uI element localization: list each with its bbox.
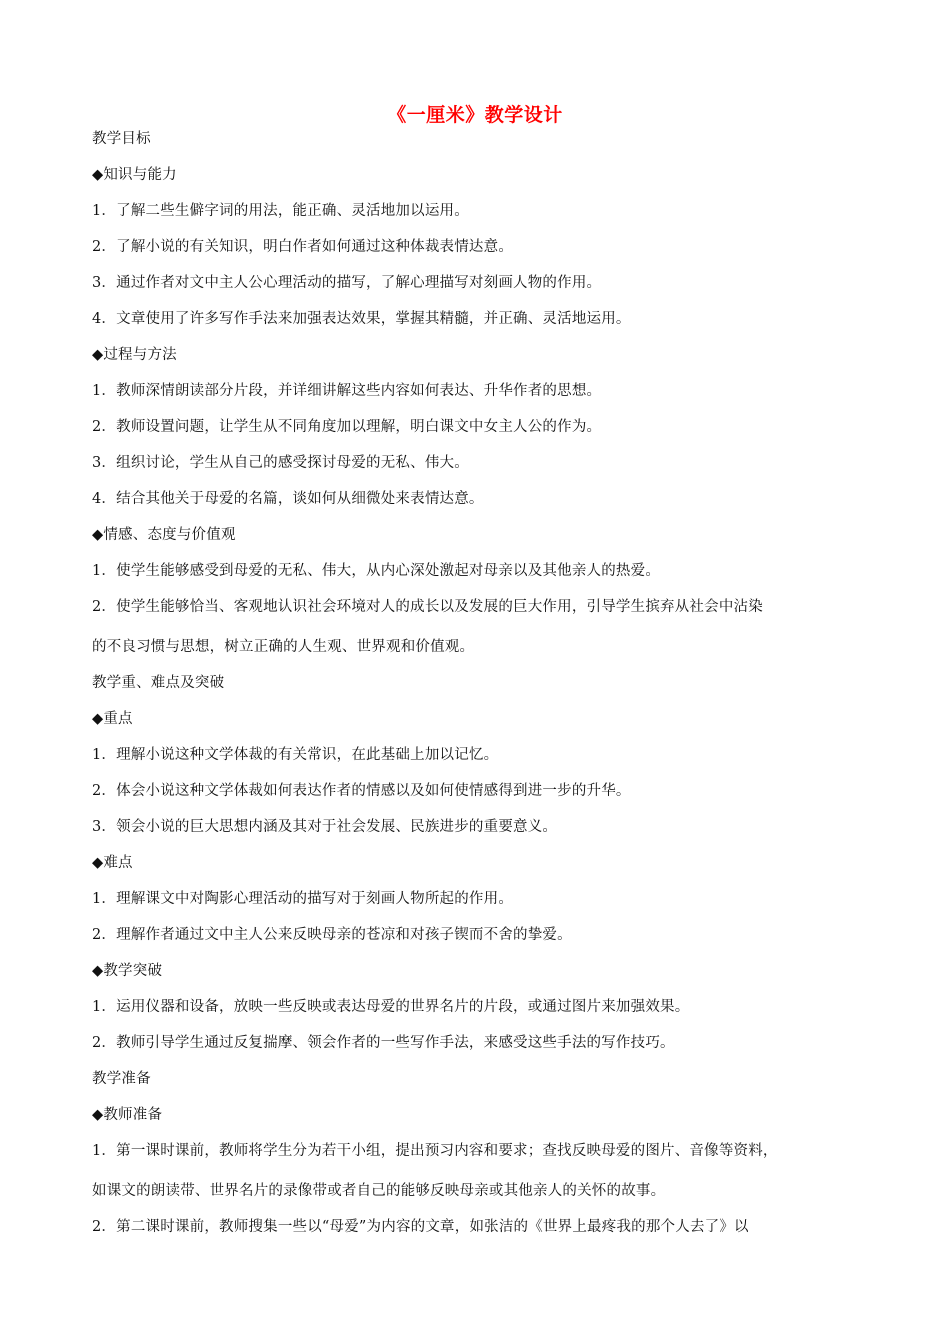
subsection-heading: ◆知识与能力 (92, 167, 177, 183)
list-item: 2．了解小说的有关知识，明白作者如何通过这种体裁表情达意。 (92, 239, 514, 255)
list-item: 1．理解课文中对陶影心理活动的描写对于刻画人物所起的作用。 (92, 891, 514, 907)
list-item: 2．体会小说这种文学体裁如何表达作者的情感以及如何使情感得到进一步的升华。 (92, 783, 631, 799)
subsection-heading: ◆情感、态度与价值观 (92, 527, 236, 543)
subsection-heading: ◆教师准备 (92, 1107, 163, 1123)
list-item-continuation: 的不良习惯与思想，树立正确的人生观、世界观和价值观。 (92, 639, 475, 655)
list-item: 1．第一课时课前，教师将学生分为若干小组，提出预习内容和要求；查找反映母爱的图片、音像等资料， (92, 1143, 778, 1159)
list-item: 3．领会小说的巨大思想内涵及其对于社会发展、民族进步的重要意义。 (92, 819, 558, 835)
list-item: 3．通过作者对文中主人公心理活动的描写，了解心理描写对刻画人物的作用。 (92, 275, 602, 291)
subsection-heading: ◆过程与方法 (92, 347, 177, 363)
list-item: 2．使学生能够恰当、客观地认识社会环境对人的成长以及发展的巨大作用，引导学生摈弃从社会中沾染 (92, 599, 763, 615)
list-item: 2．理解作者通过文中主人公来反映母亲的苍凉和对孩子锲而不舍的挚爱。 (92, 927, 572, 943)
subsection-heading: ◆重点 (92, 711, 133, 727)
section-heading: 教学重、难点及突破 (92, 675, 225, 691)
subsection-heading: ◆教学突破 (92, 963, 163, 979)
section-heading: 教学准备 (92, 1071, 151, 1087)
list-item: 1．了解二些生僻字词的用法，能正确、灵活地加以运用。 (92, 203, 469, 219)
list-item: 1．教师深情朗读部分片段，并详细讲解这些内容如何表达、升华作者的思想。 (92, 383, 602, 399)
list-item: 4．文章使用了许多写作手法来加强表达效果，掌握其精髓，并正确、灵活地运用。 (92, 311, 631, 327)
list-item: 1．运用仪器和设备，放映一些反映或表达母爱的世界名片的片段，或通过图片来加强效果。 (92, 999, 690, 1015)
list-item: 1．理解小说这种文学体裁的有关常识，在此基础上加以记忆。 (92, 747, 499, 763)
list-item: 2．第二课时课前，教师搜集一些以“母爱”为内容的文章，如张洁的《世界上最疼我的那个人去了》以 (92, 1219, 749, 1235)
list-item-continuation: 如课文的朗读带、世界名片的录像带或者自己的能够反映母亲或其他亲人的关怀的故事。 (92, 1183, 666, 1199)
section-heading: 教学目标 (92, 131, 151, 147)
subsection-heading: ◆难点 (92, 855, 133, 871)
list-item: 2．教师引导学生通过反复揣摩、领会作者的一些写作手法，来感受这些手法的写作技巧。 (92, 1035, 675, 1051)
list-item: 1．使学生能够感受到母爱的无私、伟大，从内心深处激起对母亲以及其他亲人的热爱。 (92, 563, 661, 579)
document-title: 《一厘米》教学设计 (387, 104, 563, 126)
list-item: 3．组织讨论，学生从自己的感受探讨母爱的无私、伟大。 (92, 455, 469, 471)
list-item: 4．结合其他关于母爱的名篇，谈如何从细微处来表情达意。 (92, 491, 484, 507)
list-item: 2．教师设置问题，让学生从不同角度加以理解，明白课文中女主人公的作为。 (92, 419, 602, 435)
